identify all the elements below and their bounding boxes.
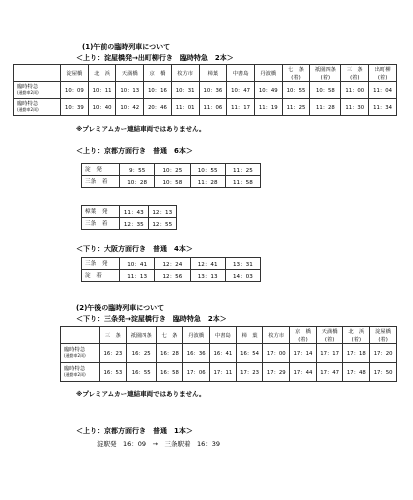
station-cell: 淀 発 <box>82 164 120 176</box>
time-cell: 10：55 <box>190 164 225 176</box>
timetable-am-local-up-kuzuha <box>81 205 177 230</box>
train-label: 臨時特急 (通勤車2両) <box>61 344 100 363</box>
time-cell: 11：43 <box>120 206 149 218</box>
table-row <box>82 176 261 188</box>
time-cell: 11：28 <box>190 176 225 188</box>
time-cell: 17：20 <box>370 344 397 363</box>
time-cell: 11：17 <box>227 99 255 116</box>
time-cell: 11：34 <box>369 99 397 116</box>
pm-local-up-schedule: 淀駅発 16：09 → 三条駅着 16：39 <box>97 440 221 448</box>
time-cell: 10：39 <box>61 99 89 116</box>
section-subtitle-am-local-up: ＜上り：京都方面行き 普通 6本＞ <box>76 147 193 155</box>
time-cell: 11：19 <box>254 99 282 116</box>
station-cell: 樟葉 発 <box>82 206 120 218</box>
station-cell: 淀 着 <box>82 270 120 282</box>
header-station: 京 橋 (着) <box>290 327 317 344</box>
header-station: 天満橋 (着) <box>316 327 343 344</box>
time-cell: 11：30 <box>341 99 369 116</box>
time-cell: 10：13 <box>116 82 144 99</box>
time-cell: 11：25 <box>225 164 260 176</box>
header-station: 枚方市 <box>263 327 290 344</box>
time-cell: 11：25 <box>282 99 310 116</box>
header-station: 出町柳 (着) <box>369 65 397 82</box>
time-cell: 16：23 <box>100 344 127 363</box>
time-cell: 12：24 <box>155 258 190 270</box>
time-cell: 10：42 <box>116 99 144 116</box>
section-subtitle-am-express: ＜上り：淀屋橋発→出町柳行き 臨時特急 2本＞ <box>76 54 234 62</box>
time-cell: 10：55 <box>282 82 310 99</box>
time-cell: 17：50 <box>370 363 397 382</box>
header-station: 七 条 (着) <box>282 65 310 82</box>
timetable-am-express <box>13 64 397 116</box>
time-cell: 17：17 <box>316 344 343 363</box>
time-cell: 10：47 <box>227 82 255 99</box>
train-label: 臨時特急 (通勤車2両) <box>14 82 61 99</box>
timetable-am-local-up <box>81 163 261 188</box>
time-cell: 11：28 <box>310 99 341 116</box>
header-station: 祇園四条 <box>126 327 156 344</box>
header-station: 北 浜 (着) <box>343 327 370 344</box>
time-cell: 10：36 <box>199 82 227 99</box>
timetable-am-local-down <box>81 257 261 282</box>
header-station: 樟 葉 <box>236 327 263 344</box>
time-cell: 17：23 <box>236 363 263 382</box>
header-station: 天満橋 <box>116 65 144 82</box>
time-cell: 16：53 <box>100 363 127 382</box>
time-cell: 10：41 <box>120 258 155 270</box>
section-subtitle-pm-express: ＜下り：三条発→淀屋橋行き 臨時特急 2本＞ <box>76 315 227 323</box>
section-subtitle-am-local-down: ＜下り：大阪方面行き 普通 4本＞ <box>76 245 193 253</box>
header-station: 七 条 <box>156 327 183 344</box>
table-row <box>82 164 261 176</box>
time-cell: 12：35 <box>120 218 149 230</box>
time-cell: 17：18 <box>343 344 370 363</box>
header-station: 三 条 (着) <box>341 65 369 82</box>
table-header-row <box>61 327 397 344</box>
time-cell: 17：47 <box>316 363 343 382</box>
time-cell: 11：06 <box>199 99 227 116</box>
table-row <box>61 363 397 382</box>
header-station: 京 橋 <box>144 65 172 82</box>
time-cell: 10：31 <box>171 82 199 99</box>
time-cell: 13：13 <box>190 270 225 282</box>
header-station: 淀屋橋 <box>61 65 89 82</box>
table-row <box>82 218 177 230</box>
time-cell: 17：06 <box>183 363 210 382</box>
header-station: 樟葉 <box>199 65 227 82</box>
time-cell: 16：58 <box>156 363 183 382</box>
note-am-express: ※プレミアムカー連結車両ではありません。 <box>76 125 206 133</box>
time-cell: 11：04 <box>369 82 397 99</box>
time-cell: 10：58 <box>155 176 190 188</box>
time-cell: 14：03 <box>225 270 260 282</box>
station-cell: 三条 着 <box>82 218 120 230</box>
table-header-row <box>14 65 397 82</box>
time-cell: 9：55 <box>120 164 155 176</box>
time-cell: 12：41 <box>190 258 225 270</box>
time-cell: 11：13 <box>120 270 155 282</box>
table-corner-cell <box>14 65 61 82</box>
time-cell: 11：00 <box>341 82 369 99</box>
station-cell: 三条 発 <box>82 258 120 270</box>
table-row <box>61 344 397 363</box>
header-station: 三 条 <box>100 327 127 344</box>
time-cell: 10：49 <box>254 82 282 99</box>
station-cell: 三条 着 <box>82 176 120 188</box>
time-cell: 16：36 <box>183 344 210 363</box>
section-title-pm: (2)午後の臨時列車について <box>76 304 165 312</box>
time-cell: 16：55 <box>126 363 156 382</box>
note-pm-express: ※プレミアムカー連結車両ではありません。 <box>76 390 206 398</box>
header-station: 北 浜 <box>88 65 116 82</box>
header-station: 丹波橋 <box>183 327 210 344</box>
time-cell: 10：40 <box>88 99 116 116</box>
time-cell: 11：01 <box>171 99 199 116</box>
time-cell: 12：56 <box>155 270 190 282</box>
time-cell: 11：58 <box>225 176 260 188</box>
table-row <box>82 270 261 282</box>
time-cell: 20：46 <box>144 99 172 116</box>
time-cell: 17：00 <box>263 344 290 363</box>
time-cell: 16：41 <box>210 344 237 363</box>
time-cell: 17：44 <box>290 363 317 382</box>
time-cell: 17：29 <box>263 363 290 382</box>
header-station: 枚方市 <box>171 65 199 82</box>
header-station: 祇園四条 (着) <box>310 65 341 82</box>
train-label: 臨時特急 (通勤車2両) <box>14 99 61 116</box>
time-cell: 12：13 <box>148 206 177 218</box>
time-cell: 13：31 <box>225 258 260 270</box>
section-subtitle-pm-local-up: ＜上り：京都方面行き 普通 1本＞ <box>76 427 193 435</box>
header-station: 中書島 <box>227 65 255 82</box>
train-label: 臨時特急 (通勤車2両) <box>61 363 100 382</box>
time-cell: 10：16 <box>144 82 172 99</box>
time-cell: 16：25 <box>126 344 156 363</box>
time-cell: 10：28 <box>120 176 155 188</box>
header-station: 丹波橋 <box>254 65 282 82</box>
table-row <box>14 99 397 116</box>
time-cell: 16：54 <box>236 344 263 363</box>
time-cell: 10：11 <box>88 82 116 99</box>
table-corner-cell <box>61 327 100 344</box>
header-station: 中書島 <box>210 327 237 344</box>
table-row <box>82 206 177 218</box>
time-cell: 17：14 <box>290 344 317 363</box>
time-cell: 12：55 <box>148 218 177 230</box>
time-cell: 17：11 <box>210 363 237 382</box>
time-cell: 10：25 <box>155 164 190 176</box>
section-title-am: (1)午前の臨時列車について <box>82 43 171 51</box>
timetable-pm-express <box>60 326 397 382</box>
time-cell: 17：48 <box>343 363 370 382</box>
table-row <box>82 258 261 270</box>
time-cell: 16：28 <box>156 344 183 363</box>
header-station: 淀屋橋 (着) <box>370 327 397 344</box>
table-row <box>14 82 397 99</box>
time-cell: 10：09 <box>61 82 89 99</box>
time-cell: 10：58 <box>310 82 341 99</box>
